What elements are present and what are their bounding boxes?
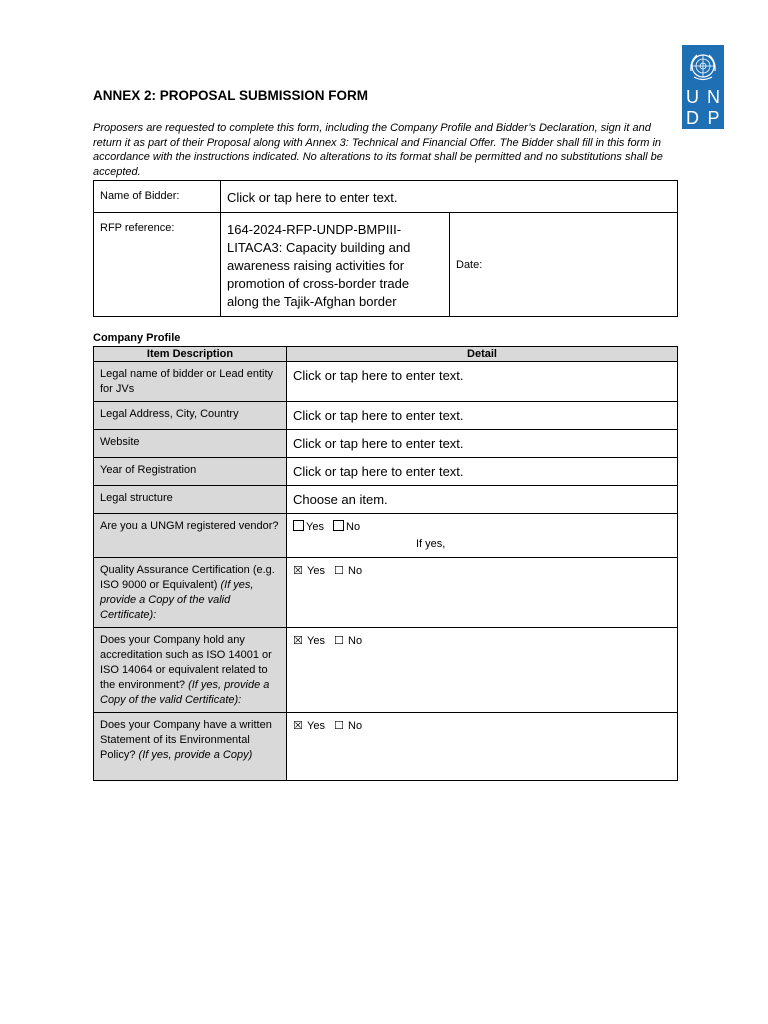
legal-address-field[interactable]: Click or tap here to enter text. <box>287 402 678 430</box>
logo-letter-u: U <box>686 87 699 107</box>
iso-yes-checkbox[interactable]: ☒ <box>293 565 303 577</box>
legal-structure-dropdown[interactable]: Choose an item. <box>287 486 678 514</box>
row-description: Legal Address, City, Country <box>94 402 287 430</box>
logo-letter-p: P <box>707 108 720 128</box>
table-row <box>94 430 678 458</box>
iso-no-label: No <box>348 565 363 577</box>
ungm-no-checkbox[interactable] <box>333 520 344 531</box>
row-description: Are you a UNGM registered vendor? <box>94 514 287 558</box>
env-accreditation-yes-checkbox[interactable]: ☒ <box>293 635 303 647</box>
table-row <box>94 628 678 713</box>
bidder-table <box>93 180 678 317</box>
table-row <box>94 486 678 514</box>
env-accreditation-yes-label: Yes <box>307 635 325 647</box>
row-description: Does your Company have a written Statement of its Environmental Policy? (If yes, provide a Copy) <box>94 713 287 781</box>
env-policy-yes-checkbox[interactable]: ☒ <box>293 720 303 732</box>
table-row <box>94 713 678 781</box>
table-row <box>94 558 678 628</box>
env-accreditation-no-label: No <box>348 635 363 647</box>
row-description: Does your Company hold any accreditation such as ISO 14001 or ISO 14064 or equivalent related to the environment? (If yes, provide a Copy of the valid Certificate): <box>94 628 287 713</box>
ungm-yes-label: Yes <box>306 521 324 533</box>
env-policy-no-label: No <box>348 720 363 732</box>
undp-logo <box>682 45 724 129</box>
iso-no-checkbox[interactable]: ☐ <box>334 565 344 577</box>
company-profile-label: Company Profile <box>93 332 181 344</box>
ungm-no-label: No <box>346 521 361 533</box>
un-emblem-icon <box>685 49 721 85</box>
table-row <box>94 362 678 402</box>
row-description: Legal name of bidder or Lead entity for JVs <box>94 362 287 402</box>
table-row <box>94 514 678 558</box>
website-field[interactable]: Click or tap here to enter text. <box>287 430 678 458</box>
page-title: ANNEX 2: PROPOSAL SUBMISSION FORM <box>93 88 369 103</box>
table-row <box>94 402 678 430</box>
rfp-reference-value: 164-2024-RFP-UNDP-BMPIII-LITACA3: Capacity building and awareness raising activities for promotion of cross-border trade along the Tajik-Afghan border <box>221 213 450 317</box>
row-description: Quality Assurance Certification (e.g. ISO 9000 or Equivalent) (If yes, provide a Copy of the valid Certificate): <box>94 558 287 628</box>
ungm-if-yes-label: If yes, <box>416 538 446 550</box>
name-of-bidder-field[interactable]: Click or tap here to enter text. <box>221 181 678 213</box>
header-item-description: Item Description <box>94 347 287 362</box>
env-policy-yes-label: Yes <box>307 720 325 732</box>
iso-yes-label: Yes <box>307 565 325 577</box>
intro-paragraph: Proposers are requested to complete this form, including the Company Profile and Bidder’s Declaration, sign it and return it as part of their Proposal along with Annex 3: Technical and Financial Offer. The Bidder shall fill in this form in accordance with the instructions indicated. No alterations to its format shall be permitted and no substitutions shall be accepted. <box>93 122 663 178</box>
legal-name-field[interactable]: Click or tap here to enter text. <box>287 362 678 402</box>
env-accreditation-no-checkbox[interactable]: ☐ <box>334 635 344 647</box>
env-policy-no-checkbox[interactable]: ☐ <box>334 720 344 732</box>
date-field[interactable]: Date: <box>450 213 678 317</box>
row-description: Website <box>94 430 287 458</box>
name-of-bidder-label: Name of Bidder: <box>94 181 221 213</box>
year-of-registration-field[interactable]: Click or tap here to enter text. <box>287 458 678 486</box>
header-detail: Detail <box>287 347 678 362</box>
logo-letter-n: N <box>707 87 720 107</box>
logo-letter-d: D <box>686 108 699 128</box>
company-profile-table <box>93 346 678 781</box>
rfp-reference-label: RFP reference: <box>94 213 221 317</box>
ungm-yes-checkbox[interactable] <box>293 520 304 531</box>
row-description: Year of Registration <box>94 458 287 486</box>
row-description: Legal structure <box>94 486 287 514</box>
table-row <box>94 458 678 486</box>
